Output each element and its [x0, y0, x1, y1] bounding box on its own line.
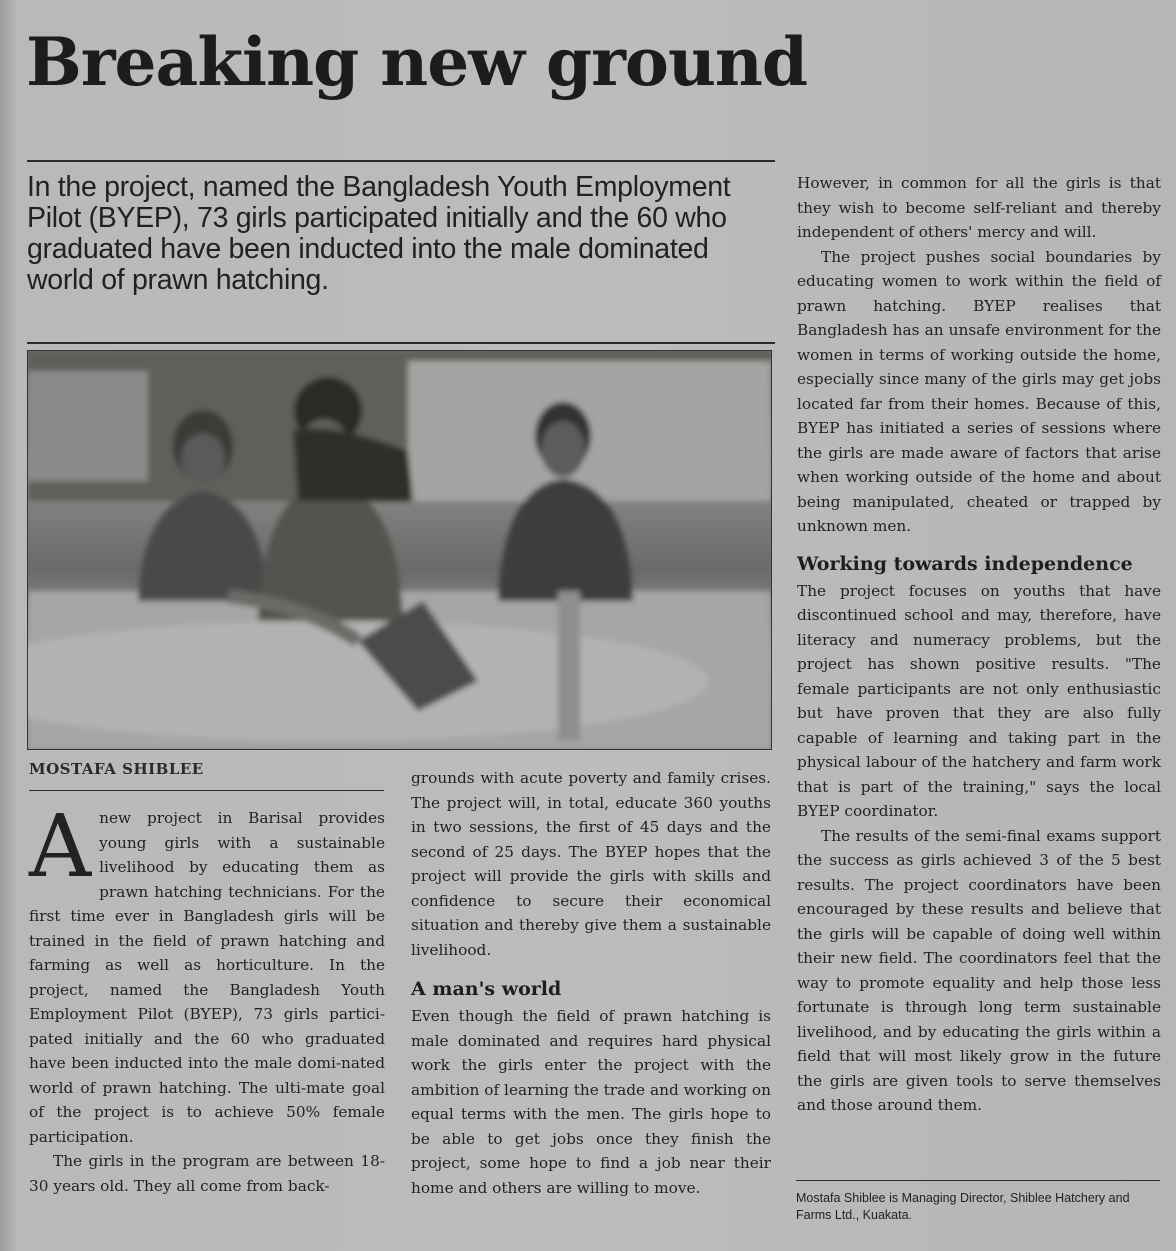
- paragraph-5: However, in common for all the girls is that they wish to become self-reliant and thereby independent of others' mercy and will.: [797, 174, 1161, 241]
- rule-below-standfirst: [27, 342, 775, 344]
- paragraph-6: The project pushes social boundaries by educating women to work within the field of prawn hatching. BYEP realises that Bangladesh has an unsafe environment for the women in terms of working outside the home, especially since many of the girls may get jobs located far from their homes. Because of this, BYEP has initiated a series of sessions where the girls are made aware of factors that arise when working outside of the home and about being manipulated, cheated or trapped by unknown men.: [797, 247, 1161, 535]
- paragraph-8: The results of the semi-final exams support the success as girls achieved 3 of the 5 best results. The project coordinators have been encouraged by these results and believe that the girls will be capable of doing well within their new field. The coordinators feel that the way to promote equality and help those less fortunate is through long term sustainable livelihood, and by educating the girls within a field that will most likely grow in the future the girls are given tools to serve themselves and those around them.: [797, 826, 1161, 1114]
- photo-image: [28, 351, 771, 749]
- paragraph-4: Even though the field of prawn hatching is male dominated and requires hard physical work the girls enter the project with the ambition of learning the trade and working on equal terms with the men. The girls hope to be able to get jobs once they finish the project, some hope to find a job near their home and others are willing to move.: [411, 1007, 771, 1197]
- drop-cap: A: [29, 797, 92, 897]
- subhead-working-towards-independence: Working towards independence: [797, 552, 1133, 575]
- subhead-mans-world: A man's world: [411, 978, 562, 1000]
- column-2: [411, 766, 771, 1200]
- author-credit: Mostafa Shiblee is Managing Director, Shiblee Hatchery and Farms Ltd., Kuakata.: [796, 1191, 1130, 1222]
- paragraph-2: The girls in the program are between 18-30 years old. They all come from back-: [29, 1152, 385, 1195]
- rule-credit: [796, 1180, 1160, 1181]
- article-photo: [27, 350, 772, 750]
- byline: MOSTAFA SHIBLEE: [29, 760, 204, 778]
- column-1: [29, 797, 385, 1198]
- rule-byline: [29, 790, 384, 791]
- paragraph-1: [29, 797, 385, 1149]
- paragraph-7: The project focuses on youths that have discontinued school and may, therefore, have literacy and numeracy problems, but the project has shown positive results. "The female participants are not only enthusiastic but have proven that they are also fully capable of learning and taking part in the physical labour of the hatchery and farm work that is part of the training," says the local BYEP coordinator.: [797, 581, 1161, 820]
- paragraph-1-text: new project in Barisal provides young girls with a sustainable livelihood by educating them as prawn hatching technicians. For the first time ever in Bangladesh girls will be trained in the field of prawn hatching and farming as well as horticulture. In the project, named the Bangladesh Youth Employment Pilot (BYEP), 73 girls partici-pated initially and the 60 who graduated have been inducted into the male domi-nated world of prawn hatching. The ulti-mate goal of the project is to achieve 50% female participation.: [29, 809, 385, 1146]
- column-3: [797, 171, 1161, 1118]
- paragraph-3: grounds with acute poverty and family crises. The project will, in total, educate 360 youths in two sessions, the first of 45 days and the second of 25 days. The BYEP hopes that the project will provide the girls with skills and confidence to secure their economical situation and thereby give them a sustainable livelihood.: [411, 769, 771, 959]
- headline: Breaking new ground: [26, 23, 808, 101]
- rule-top: [27, 160, 775, 162]
- standfirst: In the project, named the Bangladesh Youth Employment Pilot (BYEP), 73 girls participated initially and the 60 who graduated have been inducted into the male dominated world of prawn hatching.: [27, 171, 731, 296]
